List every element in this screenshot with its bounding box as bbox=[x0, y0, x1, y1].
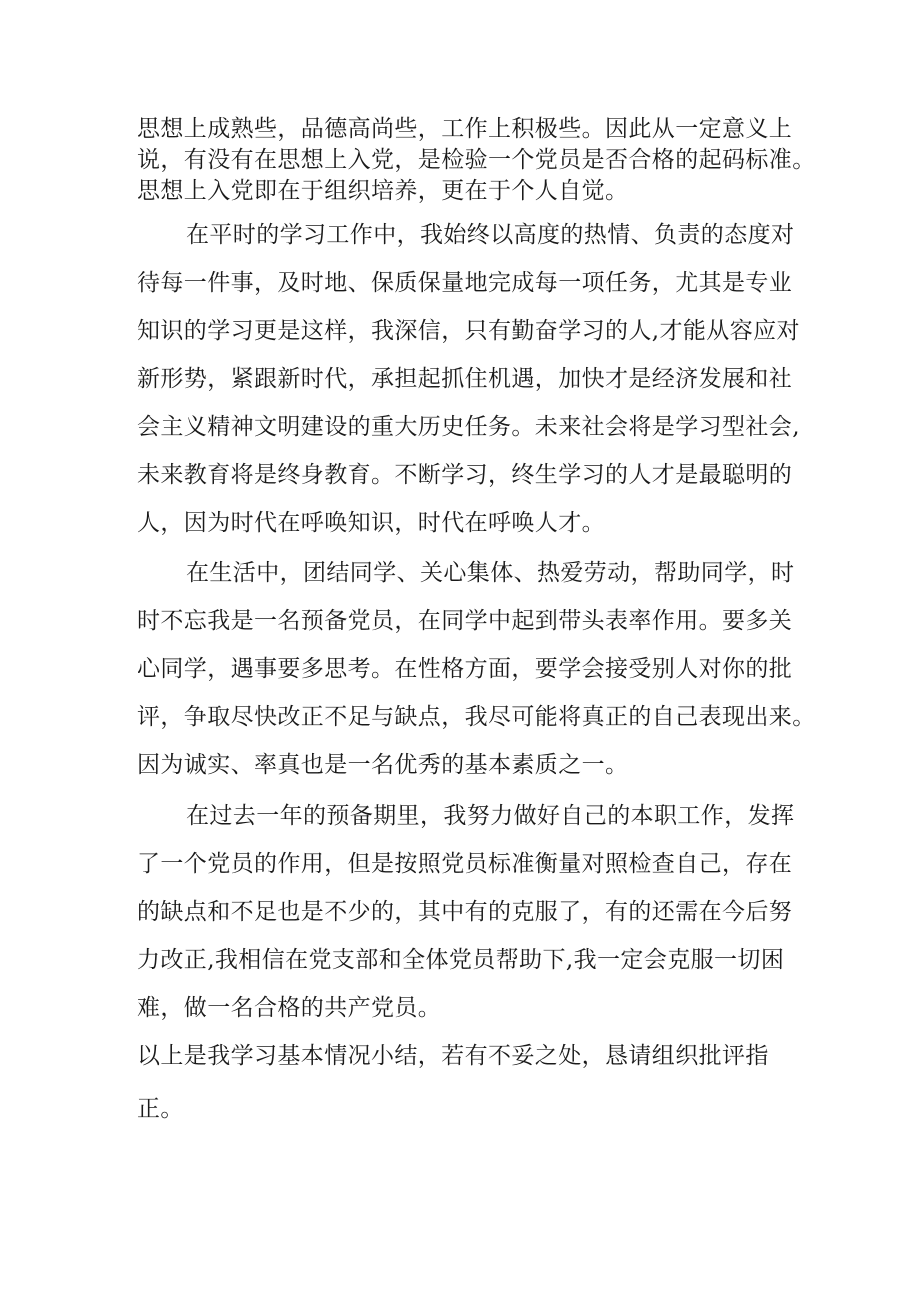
text-line: 新形势，紧跟新时代，承担起抓住机遇，加快才是经济发展和社 bbox=[137, 366, 793, 392]
text-line: 待每一件事，及时地、保质保量地完成每一项任务，尤其是专业 bbox=[137, 270, 793, 296]
text-line: 会主义精神文明建设的重大历史任务。未来社会将是学习型社会, bbox=[137, 414, 800, 440]
text-line: 了一个党员的作用，但是按照党员标准衡量对照检查自己，存在 bbox=[137, 851, 793, 877]
text-line: 评，争取尽快改正不足与缺点，我尽可能将真正的自己表现出来。 bbox=[137, 704, 816, 730]
text-line: 思想上成熟些，品德高尚些，工作上积极些。因此从一定意义上 bbox=[137, 116, 793, 142]
text-line: 思想上入党即在于组织培养，更在于个人自觉。 bbox=[137, 178, 629, 204]
paragraph-first-line: 在平时的学习工作中，我始终以高度的热情、负责的态度对 bbox=[186, 222, 795, 248]
text-line: 时不忘我是一名预备党员，在同学中起到带头表率作用。要多关 bbox=[137, 608, 793, 634]
text-line: 因为诚实、率真也是一名优秀的基本素质之一。 bbox=[137, 752, 629, 778]
text-line: 心同学，遇事要多思考。在性格方面，要学会接受别人对你的批 bbox=[137, 656, 793, 682]
paragraph-first-line: 在过去一年的预备期里，我努力做好自己的本职工作，发挥 bbox=[186, 803, 795, 829]
text-line: 难，做一名合格的共产党员。 bbox=[137, 995, 442, 1021]
text-line: 人，因为时代在呼唤知识，时代在呼唤人才。 bbox=[137, 510, 605, 536]
text-line: 力改正,我相信在党支部和全体党员帮助下,我一定会克服一切困 bbox=[137, 947, 785, 973]
closing-line: 以上是我学习基本情况小结，若有不妥之处，恳请组织批评指 bbox=[137, 1043, 769, 1069]
text-line: 的缺点和不足也是不少的，其中有的克服了，有的还需在今后努 bbox=[137, 899, 793, 925]
text-line: 知识的学习更是这样，我深信，只有勤奋学习的人,才能从容应对 bbox=[137, 318, 800, 344]
text-line: 未来教育将是终身教育。不断学习，终生学习的人才是最聪明的 bbox=[137, 462, 793, 488]
text-line: 说，有没有在思想上入党，是检验一个党员是否合格的起码标准。 bbox=[137, 147, 816, 173]
paragraph-first-line: 在生活中，团结同学、关心集体、热爱劳动，帮助同学，时 bbox=[186, 560, 795, 586]
closing-line: 正。 bbox=[137, 1096, 184, 1122]
